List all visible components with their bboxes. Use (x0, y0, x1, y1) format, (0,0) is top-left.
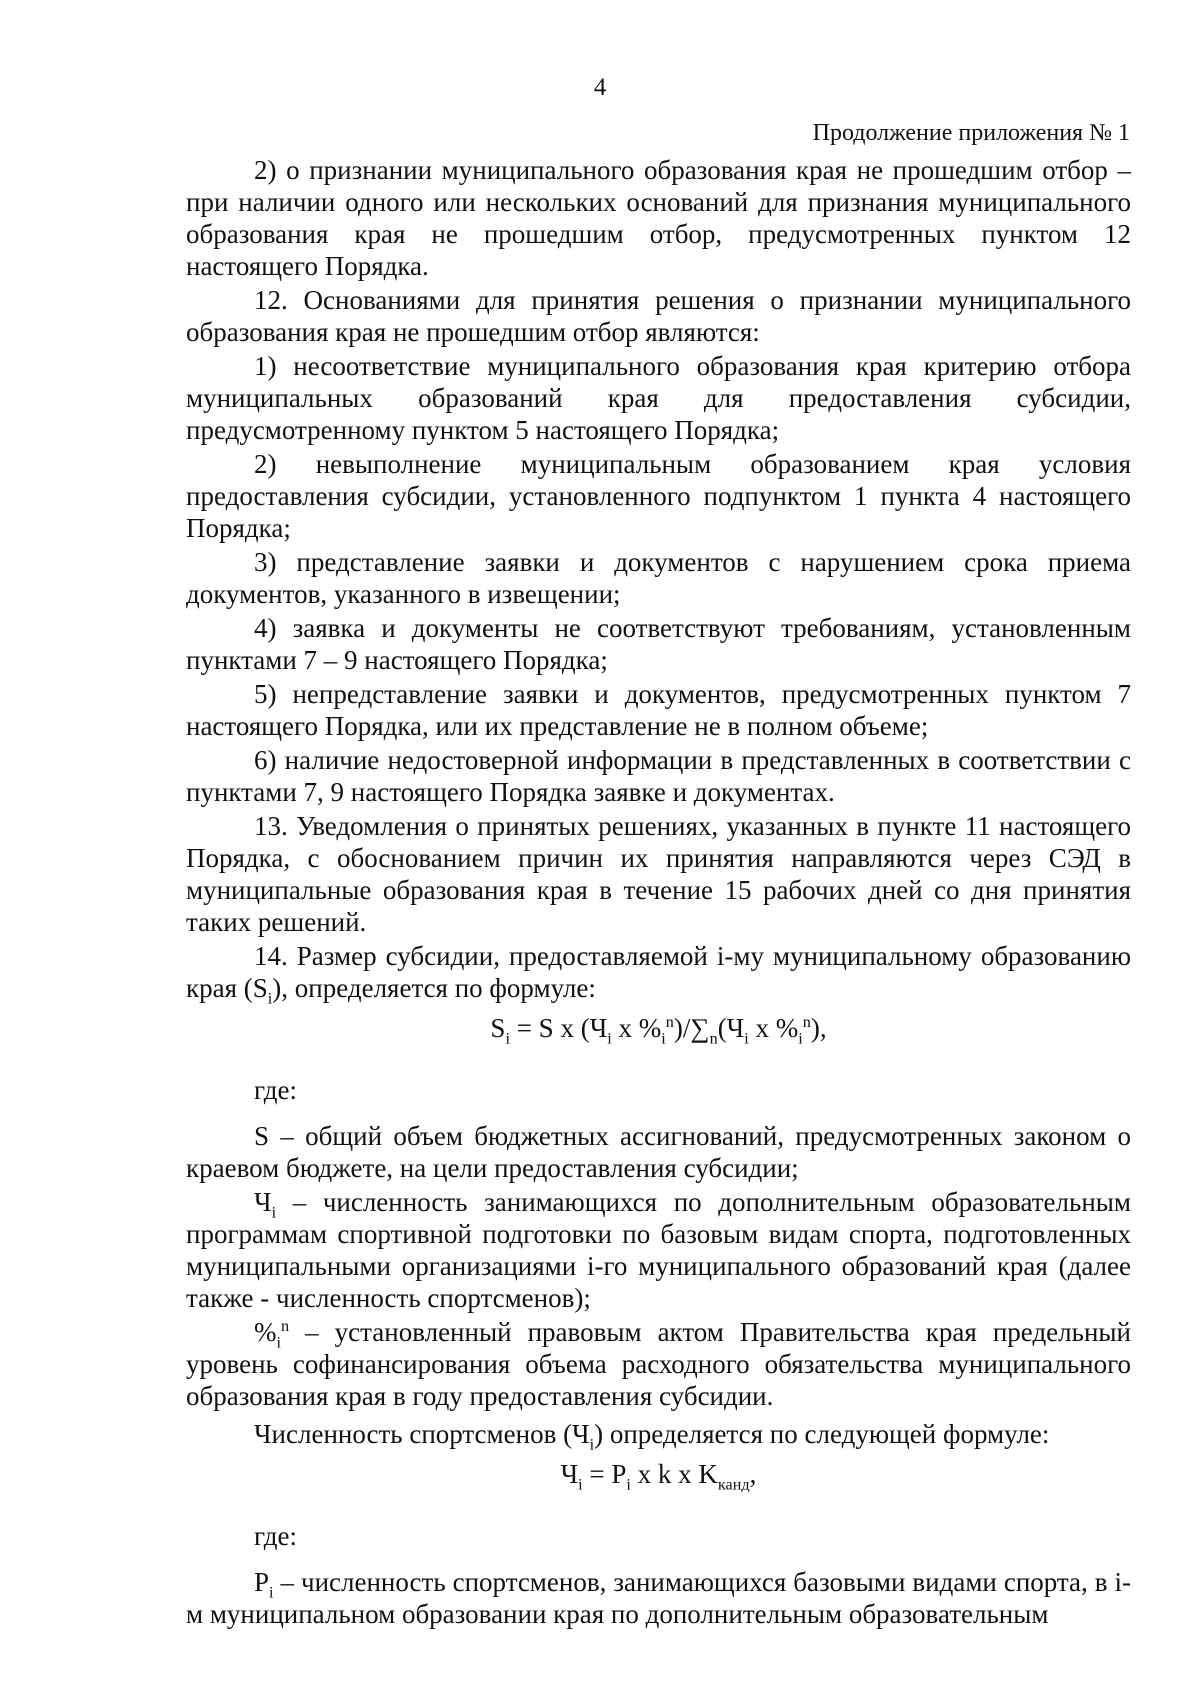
list-item-5: 5) непредставление заявки и документов, предусмотренных пунктом 7 настоящего Порядка, или их представление не в полном объеме; (186, 679, 1131, 741)
paragraph-12-grounds: 12. Основаниями для принятия решения о признании муниципального образования края не прошедшим отбор являются: (186, 285, 1131, 347)
paragraph-athlete-count: Численность спортсменов $(Ч_i)$ определяется по следующей формуле: (254, 1419, 1050, 1454)
list-item-4: 4) заявка и документы не соответствуют требованиям, установленным пунктами 7 – 9 настоящего Порядка; (186, 613, 1131, 675)
formula-subsidy: $S_i = S$ x ($Ч_i$ x $\%_i^n)/\sum_n(Ч_i$ x $\%_i^n$), (490, 1013, 827, 1048)
definition-ch: $Ч_i$ – численность занимающихся по дополнительным образовательным программам спортивной подготовки по базовым видам спорта, подготовленных муниципальными организациями i-го муниципального образований края (далее также - численность спортсменов); (186, 1187, 1131, 1313)
page-number: 4 (593, 74, 607, 101)
list-item-6: 6) наличие недостоверной информации в представленных в соответствии с пунктами 7, 9 настоящего Порядка заявке и документах. (186, 745, 1131, 807)
formula-athlete-count: $Ч_i = P_i$ x k x $K_{канд}$, (560, 1459, 757, 1494)
where-label: где: (254, 1075, 297, 1105)
definition-percent: $\%_i^n$ – установленный правовым актом Правительства края предельный уровень софинансирования объема расходного обязательства муниципального образования края в году предоставления субсидии. (186, 1317, 1131, 1411)
definition-p: $P_i$ – численность спортсменов, занимающихся базовыми видами спорта, в i-м муниципальном образовании края по дополнительным образовательным (186, 1567, 1131, 1629)
paragraph-14-subsidy-size: 14. Размер субсидии, предоставляемой i-му муниципальному образованию края $(S_i)$, определяется по формуле: (186, 941, 1131, 1008)
definition-s: S – общий объем бюджетных ассигнований, предусмотренных законом о краевом бюджете, на цели предоставления субсидии; (186, 1121, 1131, 1183)
appendix-continuation-label: Продолжение приложения № 1 (812, 120, 1130, 146)
paragraph-decision-not-passed: 2) о признании муниципального образования края не прошедшим отбор – при наличии одного или нескольких оснований для признания муниципального образования края не прошедшим отбор, предусмотренных пунктом 12 настоящего Порядка. (186, 155, 1131, 281)
paragraph-13-notifications: 13. Уведомления о принятых решениях, указанных в пункте 11 настоящего Порядка, с обоснованием причин их принятия направляются через СЭД в муниципальные образования края в течение 15 рабочих дней со дня принятия таких решений. (186, 811, 1131, 937)
list-item-1: 1) несоответствие муниципального образования края критерию отбора муниципальных образований края для предоставления субсидии, предусмотренному пунктом 5 настоящего Порядка; (186, 351, 1131, 445)
where-label-2: где: (254, 1521, 297, 1551)
list-item-3: 3) представление заявки и документов с нарушением срока приема документов, указанного в извещении; (186, 547, 1131, 609)
document-body (186, 154, 1131, 1632)
list-item-2: 2) невыполнение муниципальным образованием края условия предоставления субсидии, установленного подпунктом 1 пункта 4 настоящего Порядка; (186, 449, 1131, 543)
